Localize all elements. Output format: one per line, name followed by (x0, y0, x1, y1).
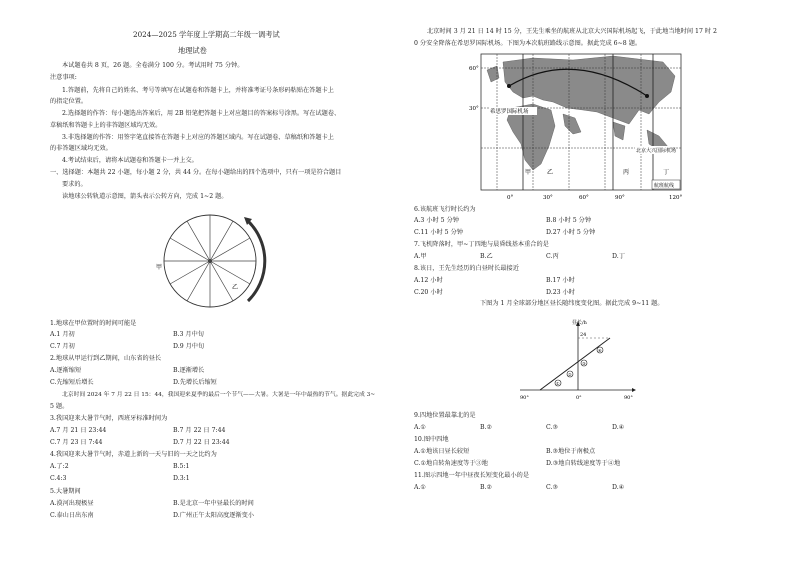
intro-text: 本试题卷共 8 页，26 题。全卷满分 100 分。考试用时 75 分钟。 (62, 62, 244, 69)
lat-60-label: 60° (469, 66, 479, 72)
q11-option-d[interactable]: D.④ (612, 484, 625, 491)
q11-option-c[interactable]: C.③ (546, 484, 559, 491)
point-1-label: ① (556, 381, 560, 386)
q2-option-d[interactable]: D.先增长后缩短 (173, 379, 217, 386)
point-3-label: ③ (582, 361, 586, 366)
graph-ylabel: 昼长/h (572, 320, 587, 326)
daxing-marker (645, 94, 649, 98)
q5-option-c[interactable]: C.泰山日出东南 (50, 512, 94, 519)
q1-option-c[interactable]: C.7 月初 (50, 343, 75, 350)
lon-60-label: 60° (579, 195, 589, 201)
q8-option-c[interactable]: C.20 小时 (414, 289, 443, 296)
col-label-ding: 丁 (663, 169, 670, 176)
q8-option-b[interactable]: B.17 小时 (546, 277, 575, 284)
q5-option-d[interactable]: D.广州正午太阳高度逐渐变小 (173, 512, 254, 519)
q5-option-b[interactable]: B.是北京一年中昼最长的时间 (173, 500, 254, 507)
point-4-label: ④ (598, 348, 602, 353)
q10-option-c[interactable]: C.①地自转角速度等于③地 (414, 460, 488, 467)
q1-option-a[interactable]: A.1 月初 (50, 331, 75, 338)
q7-option-b[interactable]: B.乙 (480, 253, 493, 260)
graph-x-arrow (632, 388, 636, 392)
lon-90-label: 90° (615, 195, 625, 201)
q6-option-c[interactable]: C.11 小时 5 分钟 (414, 229, 463, 236)
q3-stem: 3.我国迎来大暑节气时，西班牙标准时间为 (50, 415, 168, 422)
note-1a: 1.答题前，先将自己的姓名、考号等填写在试题卷和答题卡上，并将准考证号条形码粘贴在答题卡上 (62, 87, 334, 94)
q11-option-a[interactable]: A.① (414, 484, 426, 491)
q2-option-c[interactable]: C.先缩短后增长 (50, 379, 94, 386)
q10-option-b[interactable]: B.③地位于南极点 (546, 448, 596, 455)
col-label-jia: 甲 (525, 169, 532, 176)
orbit-label-yi: 乙 (232, 284, 239, 291)
heathrow-label: 希思罗国际机场 (490, 109, 529, 115)
q4-stem: 4.我国迎来大暑节气时，赤道上新的一天与旧的一天之比约为 (50, 451, 217, 458)
lon-120-label: 120° (669, 195, 683, 201)
q8-option-d[interactable]: D.23 小时 (546, 289, 575, 296)
note-4: 4.考试结束后，请将本试题卷和答题卡一并上交。 (62, 157, 198, 164)
notes-label: 注意事项: (50, 74, 77, 81)
orbit-spokes (164, 215, 256, 307)
q6-stem: 6.该航班飞行时长约为 (414, 206, 476, 213)
q11-stem: 11.图示四地一年中昼夜长短变化最小的是 (414, 472, 530, 479)
passage2-line1: 北京时间 2024 年 7 月 22 日 15：44，我国迎来夏季的最后一个节气——大暑。大暑是一年中最热的节气。据此完成 3~ (62, 392, 376, 398)
graph-y24: 24 (580, 332, 587, 338)
q4-option-d[interactable]: D.3:1 (173, 475, 190, 482)
lon-0-label: 0° (507, 195, 514, 201)
q2-option-b[interactable]: B.逐渐增长 (173, 367, 205, 374)
point-2-label: ② (568, 372, 572, 377)
q4-option-a[interactable]: A.了:2 (50, 463, 69, 470)
right-passage-line2: 0 分安全降落在希思罗国际机场。下图为本次航班路线示意图。据此完成 6~8 题。 (414, 40, 642, 47)
q8-stem: 8.该日，王先生经历的白昼时长最接近 (414, 265, 519, 272)
graph-x-right: 90° (624, 395, 633, 401)
q9-option-a[interactable]: A.① (414, 424, 426, 431)
q5-stem: 5.大暑期间 (50, 488, 81, 495)
graph-x-left: 90° (520, 395, 529, 401)
q9-stem: 9.四地位置最靠北的是 (414, 412, 476, 419)
q1-stem: 1.地球在甲位置时的时间可能是 (50, 320, 137, 327)
q1-option-d[interactable]: D.9 月中旬 (173, 343, 205, 350)
subject-title: 地理试卷 (178, 46, 207, 55)
q8-option-a[interactable]: A.12 小时 (414, 277, 443, 284)
col-label-bing: 丙 (623, 169, 630, 176)
note-3b: 的非答题区域均无效。 (50, 145, 112, 152)
q10-option-d[interactable]: D.③地自转线速度等于④地 (546, 460, 621, 467)
q6-option-a[interactable]: A.3 小时 5 分钟 (414, 217, 459, 224)
note-2b: 草稿纸和答题卡上的非答题区域均无效。 (50, 122, 162, 129)
q3-option-a[interactable]: A.7 月 21 日 23:44 (50, 427, 107, 434)
q3-option-c[interactable]: C.7 月 23 日 7:44 (50, 439, 103, 446)
q10-stem: 10.图中四地 (414, 436, 449, 443)
q2-stem: 2.地球从甲运行到乙期间，山东省的昼长 (50, 355, 162, 362)
q6-option-b[interactable]: B.8 小时 5 分钟 (546, 217, 592, 224)
note-3a: 3.非选择题的作答：用签字笔直接答在答题卡上对应的答题区域内。写在试题卷、草稿纸和答题卡上 (62, 134, 334, 141)
graph-curve (540, 338, 610, 390)
q2-option-a[interactable]: A.逐渐缩短 (50, 367, 82, 374)
orbit-label-jia: 甲 (156, 264, 163, 271)
q7-option-a[interactable]: A.甲 (414, 253, 427, 260)
flight-map (463, 52, 688, 202)
passage2-line2: 5 题。 (50, 403, 69, 410)
heathrow-marker (507, 84, 511, 88)
lon-30-label: 30° (543, 195, 553, 201)
q9-option-c[interactable]: C.③ (546, 424, 559, 431)
col-label-yi: 乙 (547, 169, 554, 176)
q4-option-c[interactable]: C.4:3 (50, 475, 67, 482)
q4-option-b[interactable]: B.5:1 (173, 463, 190, 470)
q10-option-a[interactable]: A.①地该日昼长较短 (414, 448, 470, 455)
daylength-graph (520, 318, 640, 408)
q7-stem: 7.飞机降落时，甲~丁四地与晨昏线基本重合的是 (414, 241, 549, 248)
q11-option-b[interactable]: B.② (480, 484, 493, 491)
q1-option-b[interactable]: B.3 月中旬 (173, 331, 204, 338)
q7-option-d[interactable]: D.丁 (612, 253, 625, 260)
q3-option-d[interactable]: D.7 月 22 日 23:44 (173, 439, 230, 446)
note-2a: 2.选择题的作答：每小题选出答案后，用 2B 铅笔把答题卡上对应题目的答案标号涂黑。写在试题卷、 (62, 110, 341, 117)
section1-head-a: 一、选择题：本题共 22 小题，每小题 2 分，共 44 分。在每小题给出的四个选项中，只有一项是符合题目 (50, 169, 342, 176)
daxing-label: 北京大兴国际机场 (636, 148, 677, 154)
q9-option-b[interactable]: B.② (480, 424, 493, 431)
lat-30-label: 30° (469, 106, 479, 112)
legend-label: 航班航线 (654, 183, 675, 189)
graph-lead: 下图为 1 月全球部分地区昼长随纬度变化图。据此完成 9~11 题。 (480, 300, 664, 307)
q7-option-c[interactable]: C.丙 (546, 253, 559, 260)
note-1b: 的指定位置。 (50, 98, 88, 105)
graph-x-mid: 0° (576, 395, 582, 401)
q3-option-b[interactable]: B.7 月 22 日 7:44 (173, 427, 226, 434)
section1-head-b: 要求的。 (62, 181, 87, 188)
q5-option-a[interactable]: A.漠河出现极昼 (50, 500, 94, 507)
exam-title: 2024—2025 学年度上学期高二年级一调考试 (133, 30, 280, 39)
right-passage-line1: 北京时间 3 月 21 日 14 时 15 分，王先生乘坐的航班从北京大兴国际机场起飞，于此地当地时间 17 时 2 (427, 28, 717, 35)
orbit-diagram (140, 205, 280, 315)
q9-option-d[interactable]: D.④ (612, 424, 625, 431)
section1-lead: 读地球公转轨道示意图，箭头表示公转方向，完成 1~2 题。 (62, 193, 228, 200)
q6-option-d[interactable]: D.27 小时 5 分钟 (546, 229, 596, 236)
